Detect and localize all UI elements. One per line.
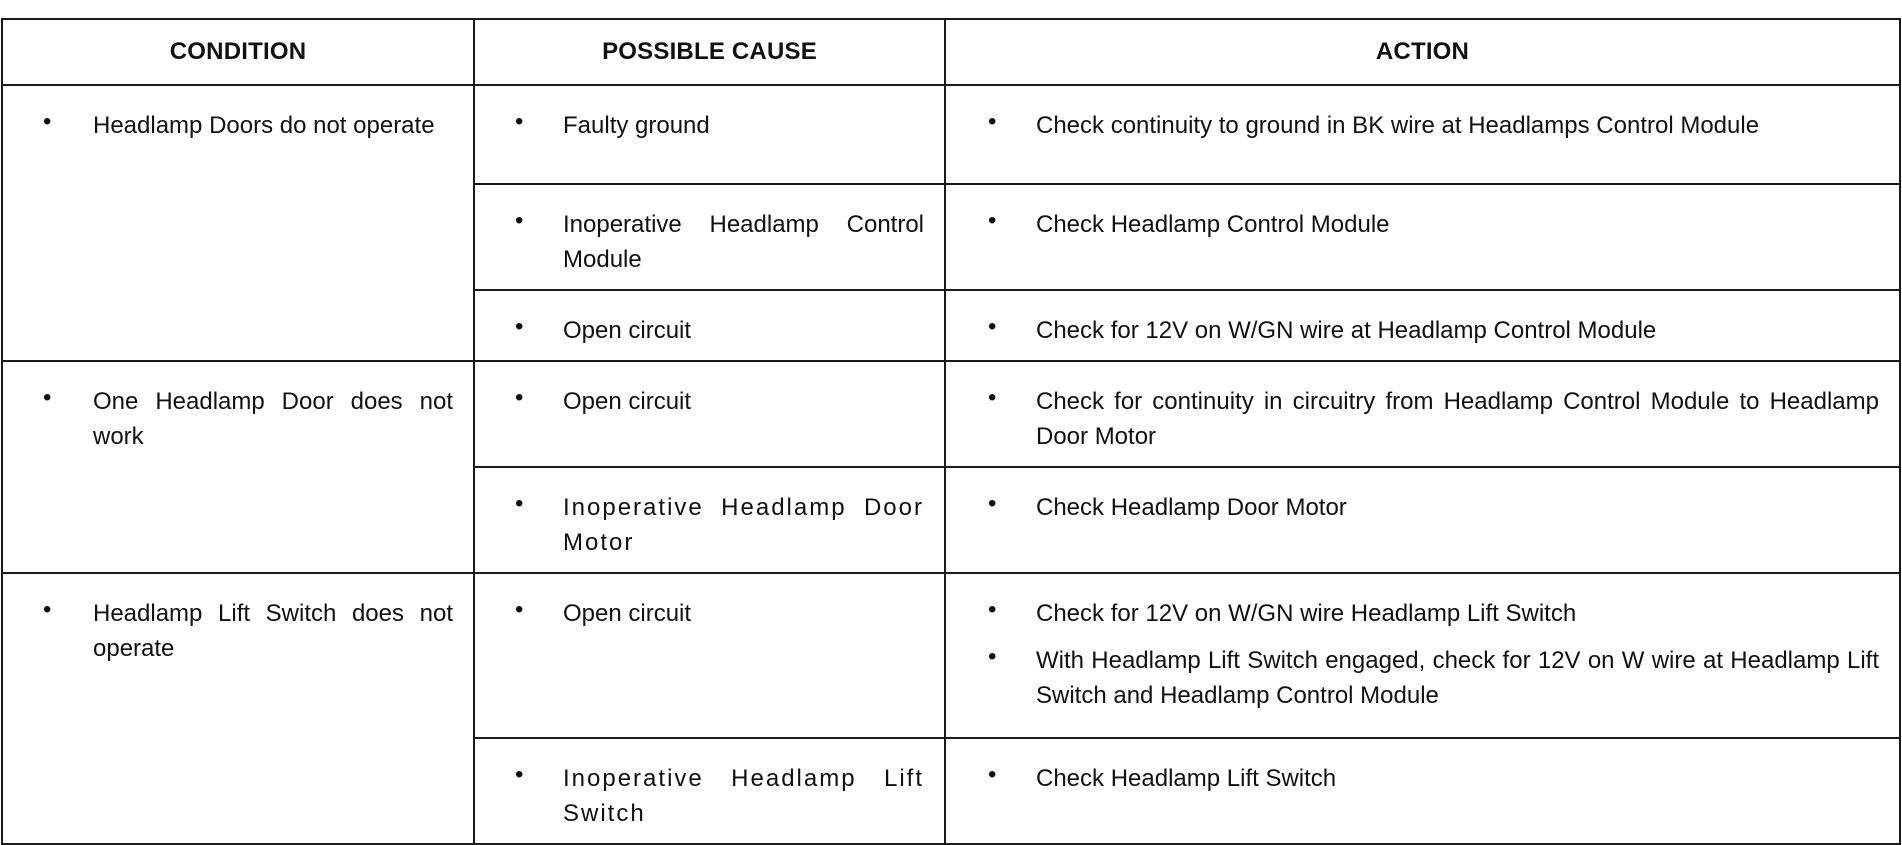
action-cell	[945, 738, 1900, 844]
action-item: • Check for 12V on W/GN wire at Headlamp Control Module	[946, 313, 1879, 348]
condition-item: • Headlamp Doors do not operate	[3, 108, 453, 143]
bullet-icon: •	[515, 761, 526, 788]
bullet-icon: •	[515, 490, 526, 517]
diagnosis-table	[1, 18, 1901, 845]
action-cell	[945, 290, 1900, 361]
action-item: • Check Headlamp Lift Switch	[946, 761, 1879, 796]
cause-cell	[474, 184, 945, 290]
bullet-icon: •	[988, 490, 997, 517]
condition-cell	[2, 573, 474, 844]
table-row	[2, 361, 1900, 467]
cause-cell	[474, 573, 945, 738]
bullet-icon: •	[988, 313, 997, 340]
condition-item: • One Headlamp Door does not work	[3, 384, 453, 454]
bullet-icon: •	[988, 643, 997, 670]
cause-cell	[474, 738, 945, 844]
bullet-icon: •	[515, 207, 524, 234]
bullet-icon: •	[988, 761, 997, 788]
bullet-icon: •	[43, 596, 52, 623]
action-item: • With Headlamp Lift Switch engaged, check for 12V on W wire at Headlamp Lift Switch and Headlamp Control Module	[946, 643, 1879, 713]
action-cell	[945, 85, 1900, 184]
table-row	[2, 85, 1900, 184]
bullet-icon: •	[43, 108, 52, 135]
action-cell	[945, 467, 1900, 573]
table-row	[2, 573, 1900, 738]
bullet-icon: •	[515, 384, 524, 411]
condition-cell	[2, 85, 474, 361]
bullet-icon: •	[515, 108, 524, 135]
bullet-icon: •	[988, 384, 997, 411]
cause-cell	[474, 467, 945, 573]
action-item: • Check for 12V on W/GN wire Headlamp Lift Switch	[946, 596, 1879, 631]
bullet-icon: •	[988, 596, 997, 623]
cause-cell	[474, 85, 945, 184]
cause-item: • Faulty ground	[475, 108, 924, 143]
action-item: • Check continuity to ground in BK wire at Headlamps Control Module	[946, 108, 1879, 143]
column-header-action: ACTION	[945, 19, 1900, 85]
bullet-icon: •	[988, 207, 997, 234]
cause-item: • Inoperative Headlamp Door Motor	[475, 490, 924, 560]
column-header-cause: POSSIBLE CAUSE	[474, 19, 945, 85]
action-item: • Check Headlamp Control Module	[946, 207, 1879, 242]
cause-item: • Open circuit	[475, 596, 924, 631]
action-item: • Check for continuity in circuitry from Headlamp Control Module to Headlamp Door Motor	[946, 384, 1879, 454]
condition-item: • Headlamp Lift Switch does not operate	[3, 596, 453, 666]
condition-cell	[2, 361, 474, 573]
bullet-icon: •	[515, 313, 524, 340]
cause-item: • Open circuit	[475, 313, 924, 348]
bullet-icon: •	[988, 108, 997, 135]
action-cell	[945, 184, 1900, 290]
action-cell	[945, 573, 1900, 738]
cause-cell	[474, 361, 945, 467]
bullet-icon: •	[515, 596, 524, 623]
cause-cell	[474, 290, 945, 361]
cause-item: • Open circuit	[475, 384, 924, 419]
header-row	[2, 19, 1900, 85]
cause-item: • Inoperative Headlamp Lift Switch	[475, 761, 924, 831]
column-header-condition: CONDITION	[2, 19, 474, 85]
bullet-icon: •	[43, 384, 52, 411]
cause-item: • Inoperative Headlamp Control Module	[475, 207, 924, 277]
action-cell	[945, 361, 1900, 467]
action-item: • Check Headlamp Door Motor	[946, 490, 1879, 525]
